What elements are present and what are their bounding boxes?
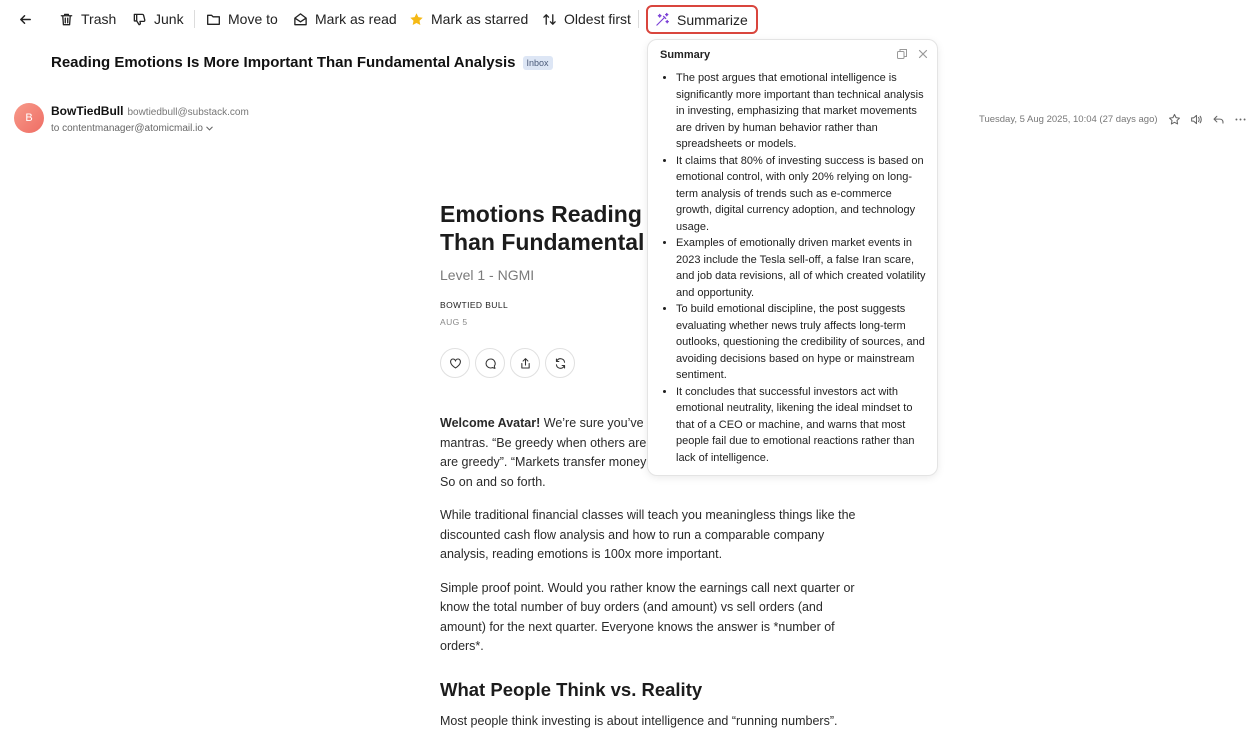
comment-icon [484, 357, 497, 370]
junk-button[interactable] [132, 6, 184, 32]
read-aloud-button[interactable] [1189, 112, 1204, 127]
recipient-toggle[interactable] [51, 123, 214, 134]
summarize-label: Summarize [677, 11, 748, 28]
speaker-icon [1190, 113, 1203, 126]
sender-email: bowtiedbull@substack.com [127, 107, 249, 118]
avatar[interactable]: B [14, 103, 44, 133]
paragraph: While traditional financial classes will teach you meaningless things like the discounted cash flow analysis and how to run a comparable company analysis, reading emotions is 100x more important. [440, 508, 856, 561]
sender [51, 104, 249, 118]
reply-icon [1212, 113, 1225, 126]
share-icon [519, 357, 532, 370]
thumbs-down-icon [132, 12, 147, 27]
trash-icon [59, 12, 74, 27]
copy-icon[interactable] [896, 48, 908, 60]
summary-popup [647, 39, 938, 476]
subject-title: Reading Emotions Is More Important Than Fundamental Analysis [51, 54, 516, 71]
paragraph-text: We’re sure you’ve [540, 416, 644, 430]
refresh-icon [554, 357, 567, 370]
section-heading: What People Think vs. Reality [440, 679, 703, 700]
paragraph-text: mantras. “Be greedy when others are [440, 435, 647, 450]
sort-button[interactable] [542, 6, 631, 32]
move-to-button[interactable] [206, 6, 278, 32]
mark-as-read-button[interactable] [293, 6, 397, 32]
article-actions [440, 348, 575, 378]
summary-item: • It concludes that successful investors act with emotional neutrality, likening the ideal mindset to that of a CEO or machine, and warns that most people fail due to emotional reactions rather than lack of intelligence. [676, 384, 926, 467]
paragraph-text: So on and so forth. [440, 474, 546, 489]
summary-list [676, 70, 926, 466]
trash-button[interactable] [59, 6, 116, 32]
arrow-left-icon [18, 12, 33, 27]
email-subject [51, 54, 553, 71]
envelope-open-icon [293, 12, 308, 27]
summary-item: • To build emotional discipline, the post suggests evaluating whether news truly affects long-term outlooks, questioning the credibility of sources, and avoiding decisions based on hype or mainstream sentiment. [676, 301, 926, 384]
article-date: AUG 5 [440, 317, 468, 327]
heart-icon [449, 357, 462, 370]
paragraph: Most people think investing is about intelligence and “running numbers”. [440, 714, 838, 728]
close-icon[interactable] [917, 48, 929, 60]
trash-label: Trash [81, 11, 117, 27]
toolbar-divider [194, 10, 195, 28]
more-dots-icon [1234, 113, 1247, 126]
move-to-label: Move to [228, 11, 278, 27]
sort-label: Oldest first [564, 11, 631, 27]
email-date: Tuesday, 5 Aug 2025, 10:04 (27 days ago) [979, 114, 1158, 125]
recipient-label: to contentmanager@atomicmail.io [51, 123, 203, 134]
mark-as-starred-button[interactable] [409, 6, 528, 32]
sparkles-icon [655, 12, 670, 27]
paragraph-text: are greedy”. “Markets transfer money [440, 455, 647, 469]
email-header-actions [1167, 112, 1248, 127]
restack-button[interactable] [545, 348, 575, 378]
article-title-line: Than Fundamental [440, 229, 645, 255]
back-button[interactable] [18, 6, 33, 32]
mark-as-read-label: Mark as read [315, 11, 397, 27]
sort-arrows-icon [542, 12, 557, 27]
paragraph: Simple proof point. Would you rather know the earnings call next quarter or know the total number of buy orders (and amount) vs sell orders (and amount) for the next quarter. Everyone knows the answer is *number of orders*. [440, 580, 855, 653]
greeting: Welcome Avatar! [440, 416, 541, 430]
toolbar-divider [638, 10, 639, 28]
junk-label: Junk [154, 11, 184, 27]
star-outline-icon [1168, 113, 1181, 126]
summary-item: • It claims that 80% of investing success is based on emotional control, with only 20% relying on long-term analysis of trends such as e-commerce growth, digital currency adoption, and technology usage. [676, 153, 926, 236]
comment-button[interactable] [475, 348, 505, 378]
reply-button[interactable] [1211, 112, 1226, 127]
sender-name[interactable]: BowTiedBull [51, 104, 124, 118]
toolbar [0, 0, 1256, 38]
folder-badge[interactable]: Inbox [523, 56, 553, 70]
star-icon [409, 12, 424, 27]
share-button[interactable] [510, 348, 540, 378]
more-button[interactable] [1233, 112, 1248, 127]
article-title-line: Emotions Reading [440, 201, 642, 227]
article-author[interactable]: BOWTIED BULL [440, 300, 509, 310]
summary-item: • Examples of emotionally driven market events in 2023 include the Tesla sell-off, a false Iran scare, and job data revisions, all of which created volatility and opportunity. [676, 235, 926, 301]
star-email-button[interactable] [1167, 112, 1182, 127]
like-button[interactable] [440, 348, 470, 378]
summary-item: • The post argues that emotional intelligence is significantly more important than technical analysis in investing, emphasizing that market movements are driven by human behavior rather than spreadsheets or models. [676, 70, 926, 153]
chevron-down-icon [205, 124, 214, 133]
mark-as-starred-label: Mark as starred [431, 11, 529, 27]
article-subtitle: Level 1 - NGMI [440, 267, 535, 283]
summary-title: Summary [660, 49, 711, 61]
summarize-button[interactable] [646, 5, 758, 34]
folder-icon [206, 12, 221, 27]
